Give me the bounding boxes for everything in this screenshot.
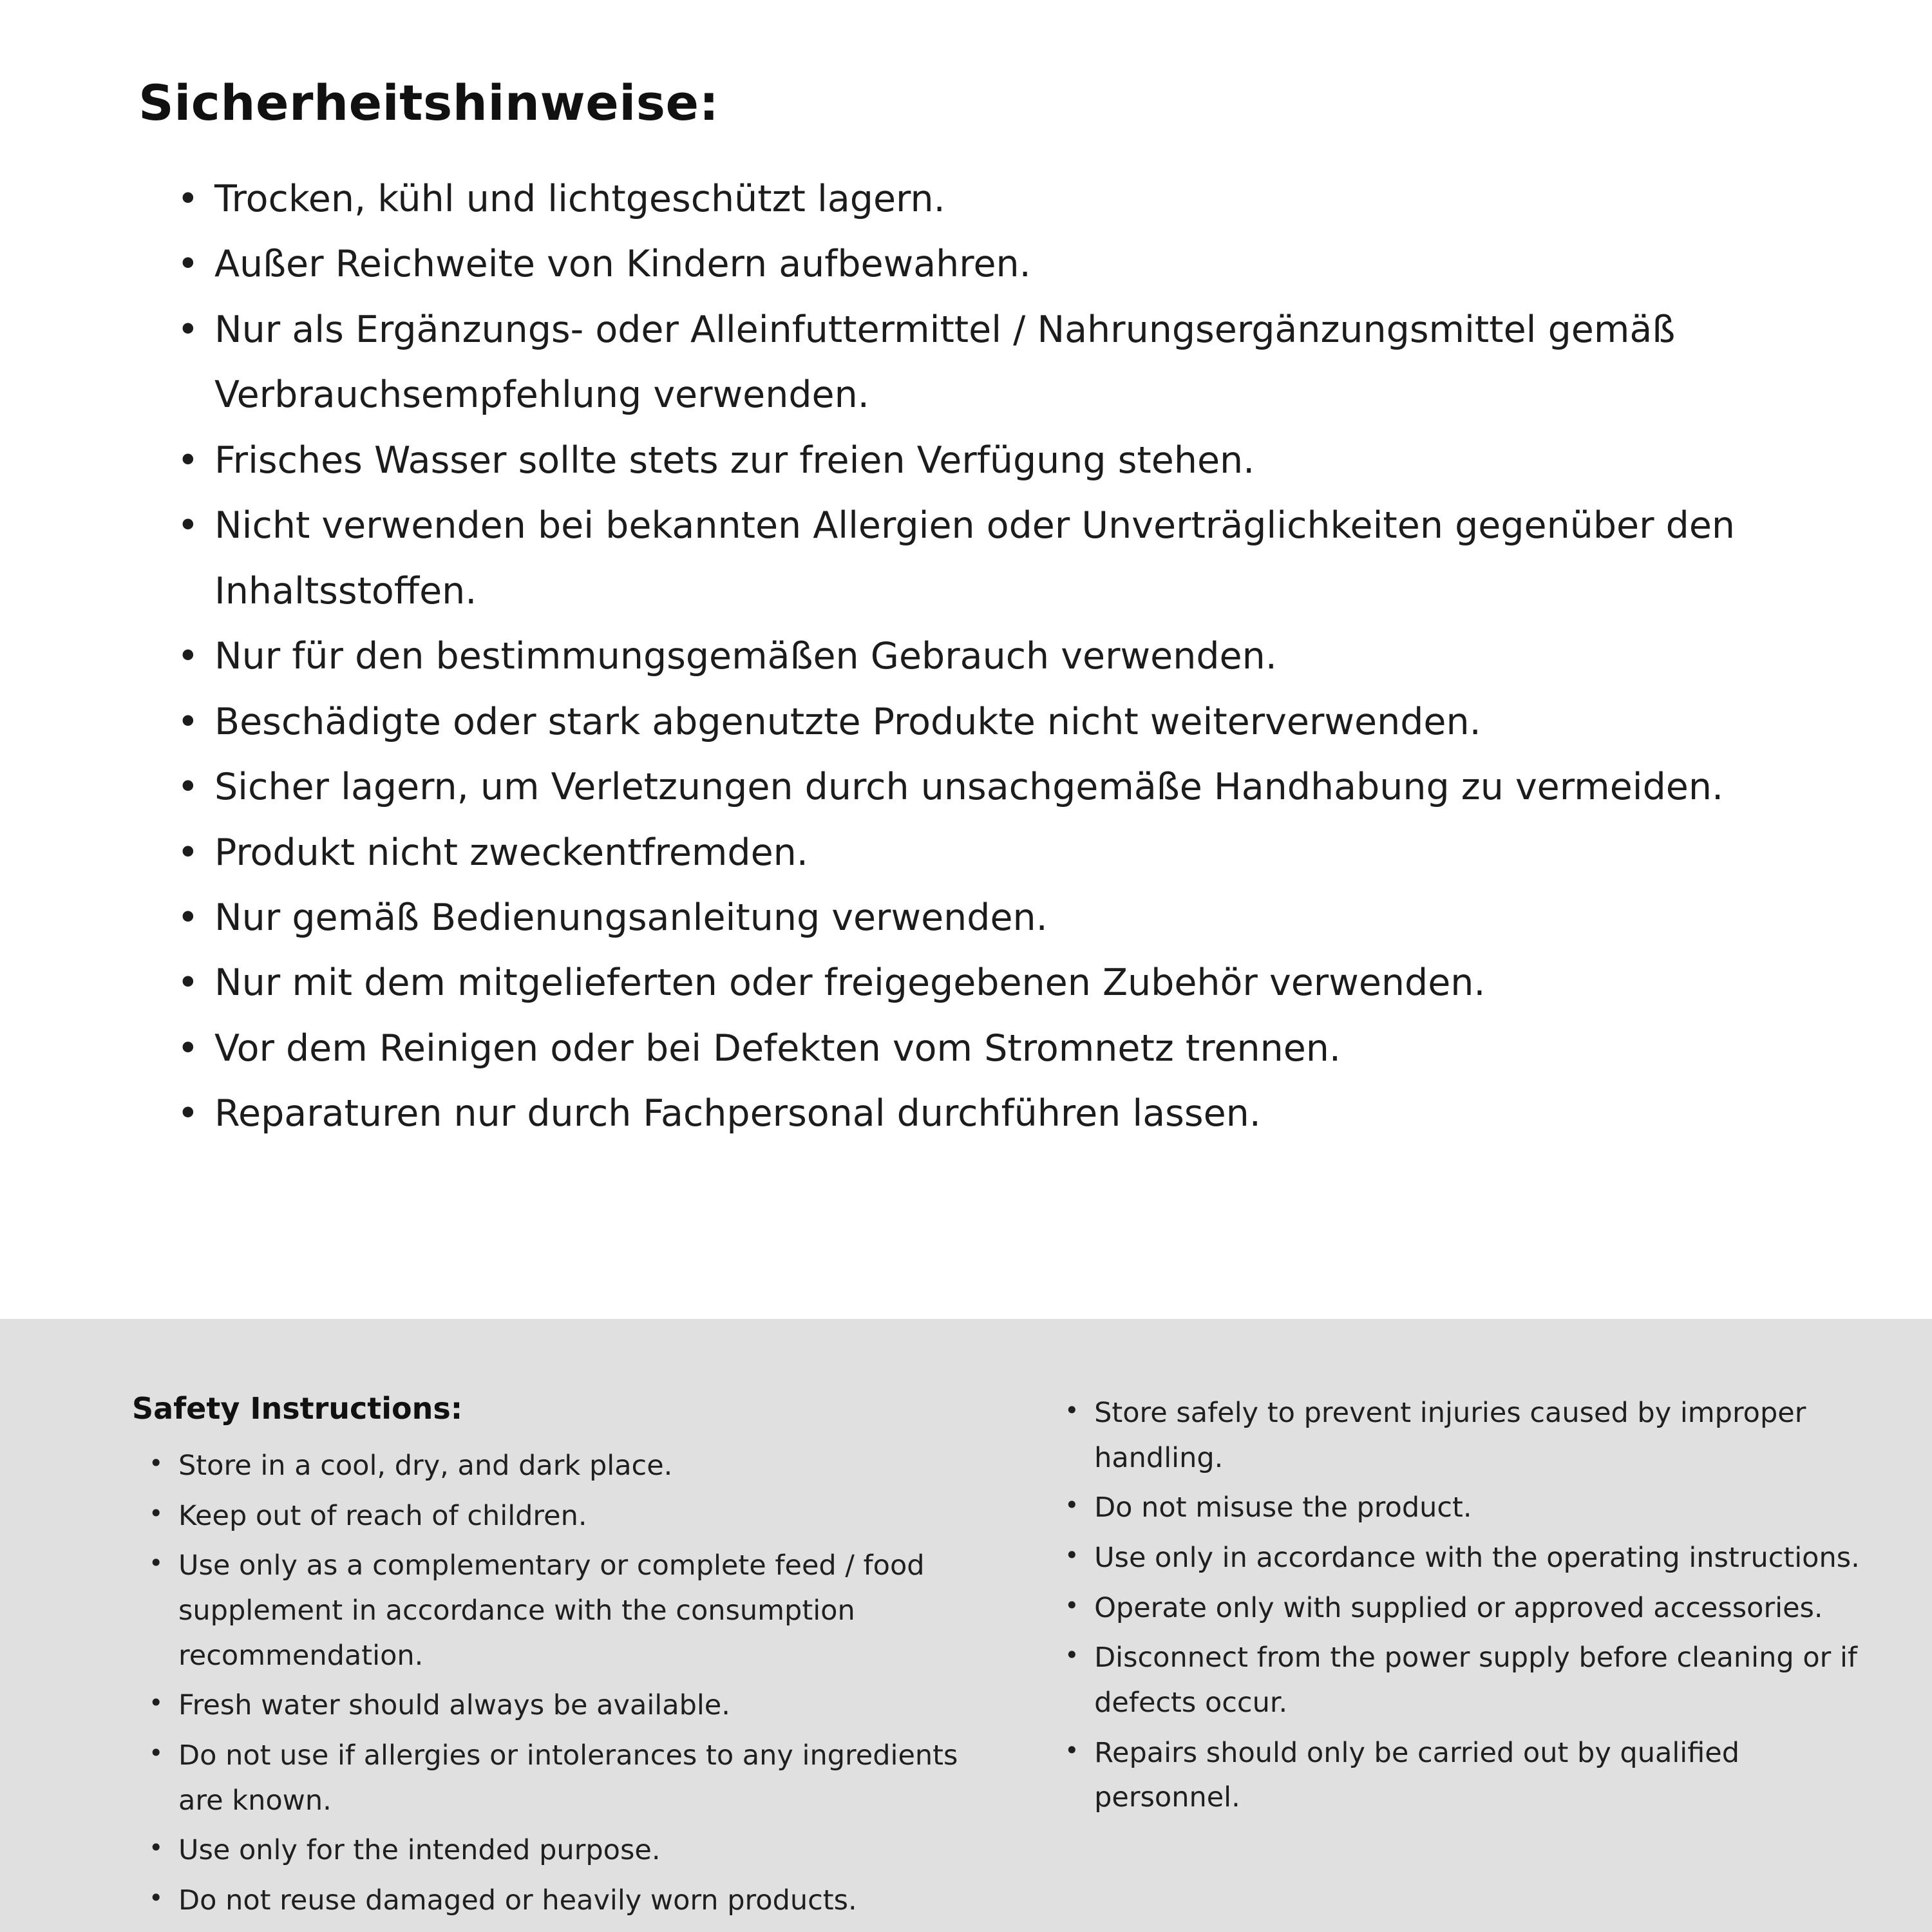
german-safety-list [138,167,1826,1147]
english-safety-list-right [1048,1391,1861,1821]
german-safety-item: • Beschädigte oder stark abgenutzte Produkte nicht weiterverwenden. [177,690,1826,755]
english-left-column [132,1391,987,1929]
english-safety-item: • Keep out of reach of children. [149,1494,987,1539]
german-safety-item: • Außer Reichweite von Kindern aufbewahren. [177,232,1826,297]
german-safety-item: • Trocken, kühl und lichtgeschützt lagern. [177,167,1826,232]
german-safety-item: • Frisches Wasser sollte stets zur freien Verfügung stehen. [177,428,1826,493]
german-safety-item: • Nur als Ergänzungs- oder Alleinfuttermittel / Nahrungsergänzungsmittel gemäß Verbrauchsempfehlung verwenden. [177,298,1826,428]
english-safety-item: • Do not use if allergies or intolerances to any ingredients are known. [149,1734,987,1823]
english-safety-section [0,1319,1932,1932]
english-safety-item: • Use only as a complementary or complete feed / food supplement in accordance with the consumption recommendation. [149,1544,987,1678]
german-safety-item: • Nur für den bestimmungsgemäßen Gebrauch verwenden. [177,624,1826,689]
english-safety-item: • Disconnect from the power supply before cleaning or if defects occur. [1065,1636,1861,1725]
german-safety-item: • Nur gemäß Bedienungsanleitung verwenden. [177,886,1826,951]
english-safety-item: • Store in a cool, dry, and dark place. [149,1444,987,1489]
german-safety-item: • Nicht verwenden bei bekannten Allergien oder Unverträglichkeiten gegenüber den Inhaltsstoffen. [177,493,1826,624]
english-safety-item: • Use only for the intended purpose. [149,1828,987,1873]
english-heading: Safety Instructions: [132,1391,463,1426]
english-safety-item: • Repairs should only be carried out by qualified personnel. [1065,1731,1861,1821]
english-safety-item: • Fresh water should always be available. [149,1683,987,1728]
english-safety-list-left [132,1444,987,1924]
german-safety-item: • Sicher lagern, um Verletzungen durch unsachgemäße Handhabung zu vermeiden. [177,755,1826,820]
english-safety-item: • Do not reuse damaged or heavily worn products. [149,1879,987,1924]
english-right-column [1048,1391,1861,1826]
german-heading: Sicherheitshinweise: [138,74,719,131]
english-safety-item: • Store safely to prevent injuries caused by improper handling. [1065,1391,1861,1481]
german-safety-item: • Nur mit dem mitgelieferten oder freigegebenen Zubehör verwenden. [177,951,1826,1016]
german-safety-item: • Reparaturen nur durch Fachpersonal durchführen lassen. [177,1081,1826,1146]
english-safety-item: • Use only in accordance with the operating instructions. [1065,1536,1861,1581]
english-safety-item: • Operate only with supplied or approved accessories. [1065,1586,1861,1631]
english-safety-item: • Do not misuse the product. [1065,1486,1861,1531]
german-safety-item: • Vor dem Reinigen oder bei Defekten vom Stromnetz trennen. [177,1016,1826,1081]
german-safety-item: • Produkt nicht zweckentfremden. [177,820,1826,886]
